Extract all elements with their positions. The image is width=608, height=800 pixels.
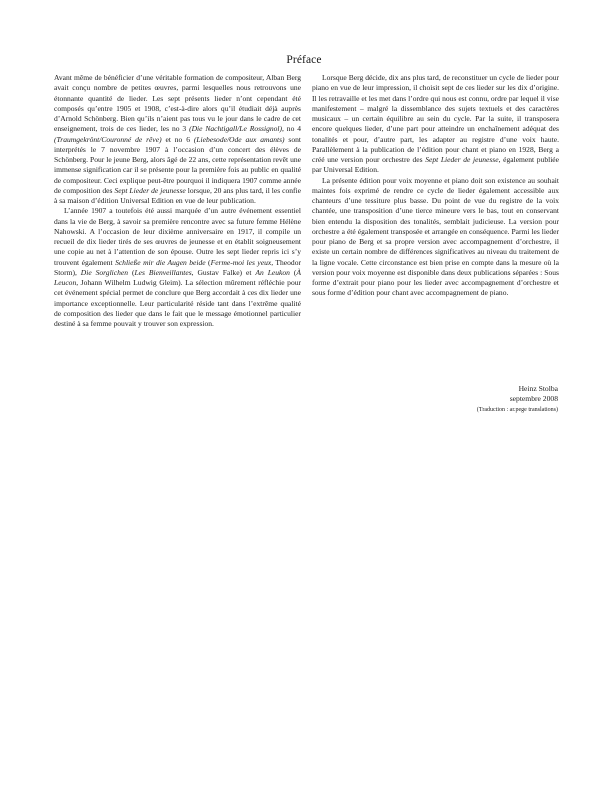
- paragraph: [54, 73, 301, 206]
- italic-title: (Liebesode/Ode aux amants): [193, 134, 285, 144]
- author-name: Heinz Stolba: [518, 384, 558, 393]
- page-title: Préface: [286, 54, 322, 66]
- translation-credit: (Traduction : ar.pege translations): [476, 406, 558, 413]
- text-run: , no 4: [282, 124, 301, 134]
- text-run: (: [289, 267, 297, 277]
- italic-title: (Die Nachtigall/Le Rossignol): [189, 124, 283, 134]
- italic-title: À Leucon: [54, 267, 301, 287]
- text-run: lorsque, 20 ans plus tard, il les confie à sa maison d’édition Universal Edition en vue de leur publication.: [54, 185, 301, 205]
- text-run: (: [205, 257, 211, 267]
- text-run: Lorsque Berg décide, dix ans plus tard, de reconstituer un cycle de lieder pour piano en vue de leur impression, il choisit sept de ces lieder sur les dix d’origine. Il les retravaille et les met dans l’ordre qui nous est connu, ordre par lequel il vise manifestement – malgré la dissemblance des sujets textuels et des caractères musicaux – un certain équilibre au sein du cycle. Par la suite, il transposera encore quelques lieder, d’une part pour atteindre un enchaînement adéquat des tonalités et pour, d’autre part, les adapter au registre d’une voix haute. Parallèlement à la publication de l’édition pour chant et piano en 1928, Berg a créé une version pour orchestre des: [312, 73, 559, 164]
- text-run: sont interprétés le 7 novembre 1907 à l’occasion d’un concert des élèves de Schönberg. Pour le jeune Berg, alors âgé de 22 ans, cette représentation revêt une immense signification car il se présente pour la première fois au public en qualité de compositeur. Ceci explique peut-être pourquoi il indiquera 1907 comme année de composition des: [54, 134, 301, 195]
- text-run: La présente édition pour voix moyenne et piano doit son existence au souhait maintes fois exprimé de rendre ce cycle de lieder également accessible aux chanteurs d’une tessiture plus basse. Du point de vue du registre de la voix chantée, une transposition d’une tierce mineure vers le bas, tout en conservant bien entendu la disposition des tonalités, semblait judicieuse. La version pour orchestre a été également transposée et arrangée en conséquence. Parmi les lieder pour piano de Berg et sa propre version avec accompagnement d’orchestre, il existe un certain nombre de différences significatives au niveau du traitement de la ligne vocale. Cette circonstance est bien prise en compte dans la mesure où la version pour voix moyenne est disponible dans deux publications séparées : Sous forme d’extrait pour piano pour les lieder avec accompagnement d’orchestre et sous forme d’édition pour chant avec accompagnement de piano.: [312, 175, 559, 298]
- italic-title: An Leukon: [255, 267, 290, 277]
- italic-title: Ferme-moi les yeux: [210, 257, 272, 267]
- text-run: , Gustav Falke) et: [191, 267, 256, 277]
- text-run: , Theodor Storm),: [54, 257, 301, 277]
- text-run: (: [128, 267, 135, 277]
- left-column: [54, 73, 301, 329]
- paragraph: [312, 176, 559, 299]
- text-run: L’année 1907 a toutefois été aussi marquée d’un autre événement essentiel dans la vie de Berg, à savoir sa première rencontre avec sa future femme Hélène Nahowski. A l’occasion de leur dixième anniversaire en 1917, il compile un recueil de dix lieder tirés de ses œuvres de jeunesse et en établit soigneusement une copie au net à l’attention de son épouse. Outre les sept lieder repris ici s’y trouvent également: [54, 206, 301, 267]
- paragraph: [312, 73, 559, 176]
- signature-date: septembre 2008: [509, 394, 558, 404]
- italic-title: Die Sorglichen: [80, 267, 129, 277]
- paragraph: [54, 206, 301, 329]
- text-run: , également publiée par Universal Edition.: [312, 155, 560, 175]
- italic-title: Schließe mir die Augen beide: [115, 257, 206, 267]
- italic-title: (Traumgekrönt/Couronné de rêve): [54, 134, 162, 144]
- text-run: , Johann Wilhelm Ludwig Gleim). La sélection mûrement réfléchie pour cet événement spécial permet de conclure que Berg accordait à ces dix lieder une importance exceptionnelle. Leur particularité réside tant dans l’extrême qualité de composition des lieder que dans le fait que le message émotionnel particulier destiné à sa femme pouvait y trouver son expression.: [54, 278, 301, 328]
- text-run: et no 6: [161, 134, 194, 144]
- italic-title: Sept Lieder de jeunesse: [425, 155, 499, 164]
- italic-title: Sept Lieder de jeunesse: [114, 185, 186, 195]
- right-column: [312, 73, 559, 299]
- text-run: Avant même de bénéficier d’une véritable formation de compositeur, Alban Berg avait conçu nombre de petites œuvres, parmi lesquelles nous retrouvons une étonnante quantité de lieder. Les sept présents lieder n’ont cependant été composés qu’entre 1905 et 1908, c’est-à-dire alors qu’il étudiait déjà auprès d’Arnold Schönberg. Bien qu’ils n’aient pas tous vu le jour dans le cadre de cet enseignement, trois de ces lieder, les no 3: [54, 73, 301, 134]
- italic-title: Les Bienveillantes: [134, 267, 192, 277]
- signature-block: [477, 384, 558, 415]
